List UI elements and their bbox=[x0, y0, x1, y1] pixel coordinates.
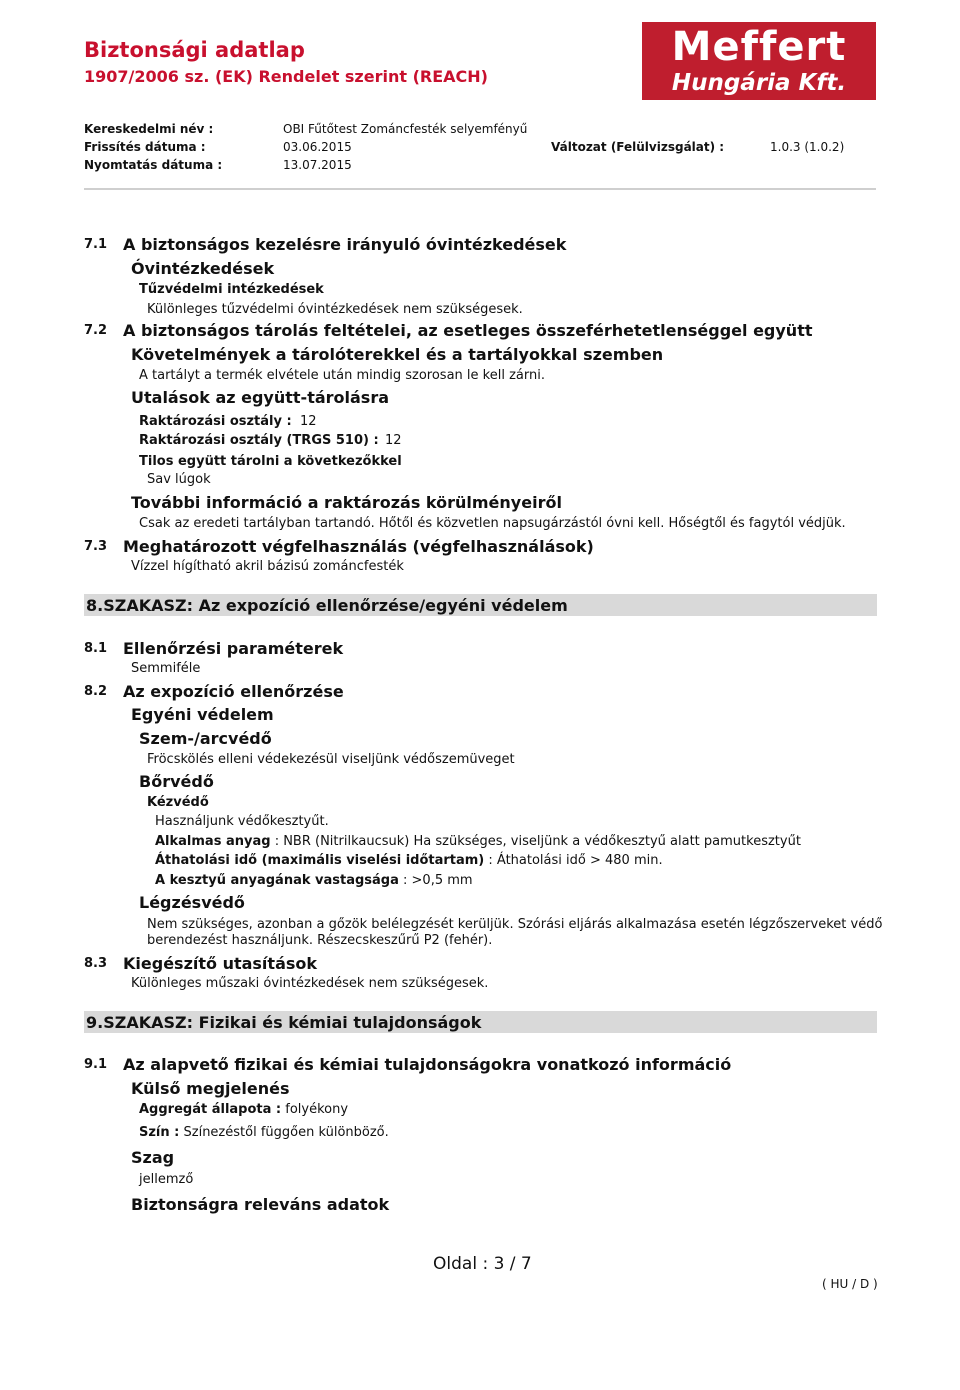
section-7-2-number: 7.2 bbox=[84, 323, 108, 338]
revision-date-label: Frissítés dátuma : bbox=[84, 140, 206, 154]
page-number: Oldal : 3 / 7 bbox=[433, 1254, 532, 1274]
company-logo bbox=[642, 22, 876, 100]
glove-material-row bbox=[155, 834, 801, 849]
section-9-title: 9.SZAKASZ: Fizikai és kémiai tulajdonságok bbox=[86, 1013, 482, 1032]
storage-class-trgs-value: 12 bbox=[385, 433, 402, 448]
glove-material-value: : NBR (Nitrilkaucsuk) Ha szükséges, viseljünk a védőkesztyű alatt pamutkesztyűt bbox=[270, 834, 801, 849]
container-heading: Követelmények a tárolóterekkel és a tartályokkal szemben bbox=[131, 345, 664, 364]
section-7-1-title: A biztonságos kezelésre irányuló óvintézkedések bbox=[123, 235, 567, 254]
storage-class-trgs-label: Raktározási osztály (TRGS 510) : bbox=[139, 433, 379, 448]
version-value: 1.0.3 (1.0.2) bbox=[770, 140, 845, 154]
respiratory-text-2: berendezést használjunk. Részecskeszűrű P2 (fehér). bbox=[147, 933, 493, 948]
safety-data-heading: Biztonságra releváns adatok bbox=[131, 1195, 390, 1214]
color-value: Színezéstől függően különböző. bbox=[179, 1125, 389, 1140]
color-label: Szín : bbox=[139, 1125, 180, 1140]
physical-state-label: Aggregát állapota : bbox=[139, 1102, 282, 1117]
document-subtitle: 1907/2006 sz. (EK) Rendelet szerint (REACH) bbox=[84, 67, 488, 86]
section-8-2-title: Az expozíció ellenőrzése bbox=[123, 682, 344, 701]
further-info-heading: További információ a raktározás körülményeiről bbox=[131, 493, 562, 512]
storage-class-label: Raktározási osztály : bbox=[139, 414, 292, 429]
breakthrough-value: : Áthatolási idő > 480 min. bbox=[484, 853, 663, 868]
breakthrough-row bbox=[155, 853, 663, 868]
section-8-title: 8.SZAKASZ: Az expozíció ellenőrzése/egyéni védelem bbox=[86, 596, 568, 615]
mixed-storage-heading: Utalások az együtt-tárolásra bbox=[131, 388, 390, 407]
language-code: ( HU / D ) bbox=[822, 1277, 878, 1291]
container-text: A tartályt a termék elvétele után mindig szorosan le kell zárni. bbox=[139, 368, 545, 383]
eye-protection-text: Fröcskölés elleni védekezésül viseljünk védőszemüveget bbox=[147, 752, 515, 767]
trade-name-label: Kereskedelmi név : bbox=[84, 122, 214, 136]
section-8-1-number: 8.1 bbox=[84, 641, 108, 656]
respiratory-text-1: Nem szükséges, azonban a gőzök belélegzését kerüljük. Szórási eljárás alkalmazása esetén légzőszerveket védő bbox=[147, 917, 883, 932]
logo-line2: Hungária Kft. bbox=[671, 70, 847, 96]
odor-heading: Szag bbox=[131, 1148, 175, 1167]
hand-protection-text: Használjunk védőkesztyűt. bbox=[155, 814, 329, 829]
section-9-bar bbox=[84, 1011, 877, 1033]
not-together-heading: Tilos együtt tárolni a következőkkel bbox=[139, 454, 402, 469]
glove-material-label: Alkalmas anyag bbox=[155, 834, 271, 849]
logo-line1: Meffert bbox=[671, 24, 847, 70]
section-8-2-number: 8.2 bbox=[84, 684, 108, 699]
not-together-text: Sav lúgok bbox=[147, 472, 211, 487]
section-7-1-number: 7.1 bbox=[84, 237, 108, 252]
section-7-2-title: A biztonságos tárolás feltételei, az esetleges összeférhetetlenséggel együtt bbox=[123, 321, 813, 340]
section-8-3-title: Kiegészítő utasítások bbox=[123, 954, 318, 973]
personal-protection-heading: Egyéni védelem bbox=[131, 705, 274, 724]
hand-protection-heading: Kézvédő bbox=[147, 795, 209, 810]
further-info-text: Csak az eredeti tartályban tartandó. Hőtől és közvetlen napsugárzástól óvni kell. Hőségtől és fagytól védjük. bbox=[139, 516, 846, 531]
section-7-3-text: Vízzel hígítható akril bázisú zománcfesték bbox=[131, 559, 404, 574]
trade-name-value: OBI Fűtőtest Zománcfesték selyemfényű bbox=[283, 122, 528, 136]
print-date-label: Nyomtatás dátuma : bbox=[84, 158, 223, 172]
section-7-3-number: 7.3 bbox=[84, 539, 108, 554]
skin-protection-heading: Bőrvédő bbox=[139, 772, 214, 791]
thickness-row bbox=[155, 873, 473, 888]
section-8-1-title: Ellenőrzési paraméterek bbox=[123, 639, 344, 658]
header-divider bbox=[84, 188, 876, 190]
section-9-1-title: Az alapvető fizikai és kémiai tulajdonságokra vonatkozó információ bbox=[123, 1055, 732, 1074]
section-9-1-number: 9.1 bbox=[84, 1057, 108, 1072]
thickness-value: : >0,5 mm bbox=[398, 873, 473, 888]
eye-protection-heading: Szem-/arcvédő bbox=[139, 729, 272, 748]
fire-heading: Tűzvédelmi intézkedések bbox=[139, 282, 324, 297]
breakthrough-label: Áthatolási idő (maximális viselési időtartam) bbox=[155, 853, 485, 868]
physical-state-value: folyékony bbox=[281, 1102, 349, 1117]
section-8-1-text: Semmiféle bbox=[131, 661, 201, 676]
respiratory-heading: Légzésvédő bbox=[139, 893, 245, 912]
thickness-label: A kesztyű anyagának vastagsága bbox=[155, 873, 399, 888]
section-7-3-title: Meghatározott végfelhasználás (végfelhasználások) bbox=[123, 537, 594, 556]
fire-text: Különleges tűzvédelmi óvintézkedések nem szükségesek. bbox=[147, 302, 523, 317]
revision-date-value: 03.06.2015 bbox=[283, 140, 352, 154]
odor-text: jellemző bbox=[139, 1172, 194, 1187]
section-8-bar bbox=[84, 594, 877, 616]
color-row bbox=[139, 1125, 389, 1140]
physical-state-row bbox=[139, 1102, 348, 1117]
appearance-heading: Külső megjelenés bbox=[131, 1079, 290, 1098]
storage-class-value: 12 bbox=[300, 414, 317, 429]
print-date-value: 13.07.2015 bbox=[283, 158, 352, 172]
section-8-3-text: Különleges műszaki óvintézkedések nem szükségesek. bbox=[131, 976, 489, 991]
version-label: Változat (Felülvizsgálat) : bbox=[551, 140, 725, 154]
section-8-3-number: 8.3 bbox=[84, 956, 108, 971]
precautions-heading: Óvintézkedések bbox=[131, 259, 275, 278]
document-title: Biztonsági adatlap bbox=[84, 38, 305, 62]
